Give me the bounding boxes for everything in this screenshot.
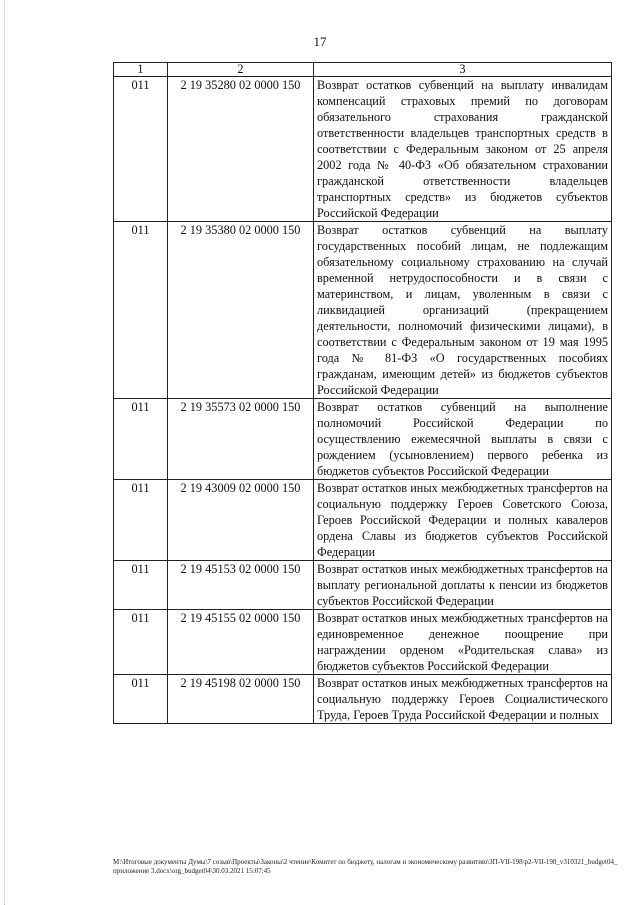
header-col-1: 1 — [114, 63, 168, 77]
description-cell: Возврат остатков субвенций на выполнение полномочий Российской Федерации по осуществлению ежемесячной выплаты в связи с рождением (усыновлением) первого ребенка из бюджетов субъектов Российской Федерации — [314, 399, 612, 480]
table-row — [114, 222, 612, 399]
admin-code-cell: 011 — [114, 675, 168, 724]
table-row — [114, 561, 612, 610]
description-cell: Возврат остатков иных межбюджетных трансфертов на единовременное денежное поощрение при награждении орденом «Родительская слава» из бюджетов субъектов Российской Федерации — [314, 610, 612, 675]
kbk-code-cell: 2 19 45155 02 0000 150 — [168, 610, 314, 675]
kbk-code-cell: 2 19 45198 02 0000 150 — [168, 675, 314, 724]
admin-code-cell: 011 — [114, 399, 168, 480]
admin-code-cell: 011 — [114, 77, 168, 222]
admin-code-cell: 011 — [114, 480, 168, 561]
admin-code-cell: 011 — [114, 222, 168, 399]
file-path-footer: M:\Итоговые документы Думы\7 созыв\Проекты\Законы\2 чтение\Комитет по бюджету, налогам и экономическому развитию\ЗП-VII-198\р2-VII-198_v310321_budget04_приложение 3.docx\org_budget04\30.03.2021 15:07:45 — [113, 858, 618, 875]
page-number: 17 — [313, 34, 327, 49]
table-row — [114, 77, 612, 222]
header-col-3: 3 — [314, 63, 612, 77]
kbk-code-cell: 2 19 35573 02 0000 150 — [168, 399, 314, 480]
table-row — [114, 480, 612, 561]
kbk-code-cell: 2 19 43009 02 0000 150 — [168, 480, 314, 561]
description-cell: Возврат остатков иных межбюджетных трансфертов на социальную поддержку Героев Советского Союза, Героев Российской Федерации и полных кавалеров ордена Славы из бюджетов субъектов Российской Федерации — [314, 480, 612, 561]
table-row — [114, 399, 612, 480]
admin-code-cell: 011 — [114, 610, 168, 675]
description-cell: Возврат остатков субвенций на выплату государственных пособий лицам, не подлежащим обязательному социальному страхованию на случай временной нетрудоспособности и в связи с материнством, и лицам, уволенным в связи с ликвидацией организаций (прекращением деятельности, полномочий физическими лицами), в соответствии с Федеральным законом от 19 мая 1995 года № 81-ФЗ «О государственных пособиях гражданам, имеющим детей» из бюджетов субъектов Российской Федерации — [314, 222, 612, 399]
admin-code-cell: 011 — [114, 561, 168, 610]
page-edge-line — [0, 0, 5, 905]
kbk-code-cell: 2 19 45153 02 0000 150 — [168, 561, 314, 610]
kbk-code-cell: 2 19 35280 02 0000 150 — [168, 77, 314, 222]
table-row — [114, 610, 612, 675]
description-cell: Возврат остатков иных межбюджетных трансфертов на выплату региональной доплаты к пенсии из бюджетов субъектов Российской Федерации — [314, 561, 612, 610]
kbk-code-cell: 2 19 35380 02 0000 150 — [168, 222, 314, 399]
header-col-2: 2 — [168, 63, 314, 77]
table-row — [114, 675, 612, 724]
table-header-row — [114, 63, 612, 77]
description-cell: Возврат остатков иных межбюджетных трансфертов на социальную поддержку Героев Социалистического Труда, Героев Труда Российской Федерации и полных — [314, 675, 612, 724]
description-cell: Возврат остатков субвенций на выплату инвалидам компенсаций страховых премий по договорам обязательного страхования гражданской ответственности владельцев транспортных средств в соответствии с Федеральным законом от 25 апреля 2002 года № 40-ФЗ «Об обязательном страховании гражданской ответственности владельцев транспортных средств» из бюджетов субъектов Российской Федерации — [314, 77, 612, 222]
budget-codes-table — [113, 62, 612, 724]
